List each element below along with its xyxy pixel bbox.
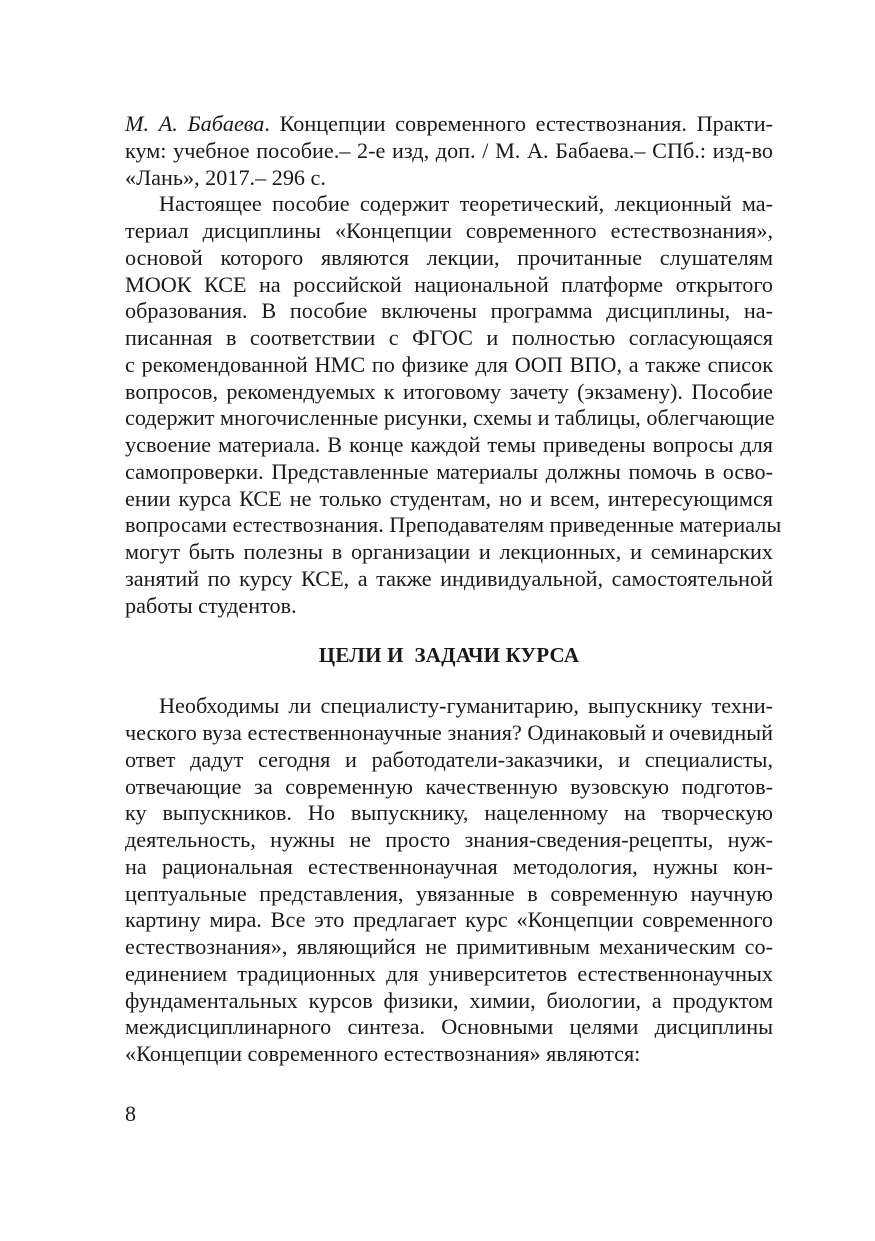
text-line: териал дисциплины «Концепции современного естествознания», [125,218,773,243]
text-line: Необходимы ли специалисту-гуманитарию, выпускнику техни- [159,693,773,719]
text-line: ответ дадут сегодня и работодатели-заказчики, и специалисты, [125,746,773,772]
bibliographic-citation [125,111,773,191]
citation-author: М. А. Бабаева [125,111,265,136]
text-line: работы студентов. [125,592,297,618]
text-line: с рекомендованной НМС по физике для ООП ВПО, а также список [125,351,773,377]
citation-line: кум: учебное пособие.– 2-е изд, доп. / М. А. Бабаева.– СПб.: изд-во [125,137,773,163]
citation-line: «Лань», 2017.– 296 с. [125,164,326,190]
text-line: на рациональная естественнонаучная методология, нужны кон- [125,853,773,879]
text-line: Настоящее пособие содержит теоретический, лекционный ма- [159,191,773,217]
text-line: фундаментальных курсов физики, химии, биологии, а продуктом [125,987,773,1013]
text-line: содержит многочисленные рисунки, схемы и таблицы, облегчающие [125,405,775,431]
text-line: МООК КСЕ на российской национальной платформе открытого [125,271,773,297]
text-line: цептуальные представления, увязанные в современную научную [125,880,773,906]
section-heading [125,641,773,669]
text-line: писанная в соответствии с ФГОС и полностью согласующаяся [125,325,773,350]
text-line: основой которого являются лекции, прочитанные слушателям [125,244,773,270]
text-line: отвечающие за современную качественную вузовскую подготов- [125,773,773,799]
text-line: единением традиционных для университетов естественнонаучных [125,960,773,986]
text-line: вопросов, рекомендуемых к итоговому зачету (экзамену). Пособие [125,378,773,404]
text-line: междисциплинарного синтеза. Основными целями дисциплины [125,1014,773,1040]
text-line: самопроверки. Представленные материалы должны помочь в осво- [125,458,773,484]
abstract-paragraph [125,191,782,619]
text-line: «Концепции современного естествознания» являются: [125,1041,641,1066]
text-line: картину мира. Все это предлагает курс «Концепции современного [125,907,773,933]
text-line: ении курса КСЕ не только студентам, но и всем, интересующимся [125,485,773,511]
text-line: могут быть полезны в организации и лекционных, и семинарских [125,539,773,564]
section-paragraph [125,693,773,1068]
text-line: деятельность, нужны не просто знания-сведения-рецепты, нуж- [125,827,773,852]
text-line: естествознания», являющийся не примитивным механическим со- [125,934,773,959]
citation-title: . Концепции современного естествознания. Практи- [264,111,774,136]
page-number: 8 [125,1101,136,1126]
page-content [125,111,782,1068]
citation-line [125,111,773,138]
text-line: вопросами естествознания. Преподавателям приведенные материалы [125,512,782,538]
text-line: образования. В пособие включены программа дисциплины, на- [125,298,773,324]
text-line: ку выпускников. Но выпускнику, нацеленному на творческую [125,800,773,826]
text-line: ческого вуза естественнонаучные знания? Одинаковый и очевидный [125,720,773,745]
text-line: занятий по курсу КСЕ, а также индивидуальной, самостоятельной [125,565,773,591]
section-heading-text: ЦЕЛИ И ЗАДАЧИ КУРСА [318,643,580,668]
text-line: усвоение материала. В конце каждой темы приведены вопросы для [125,432,773,457]
